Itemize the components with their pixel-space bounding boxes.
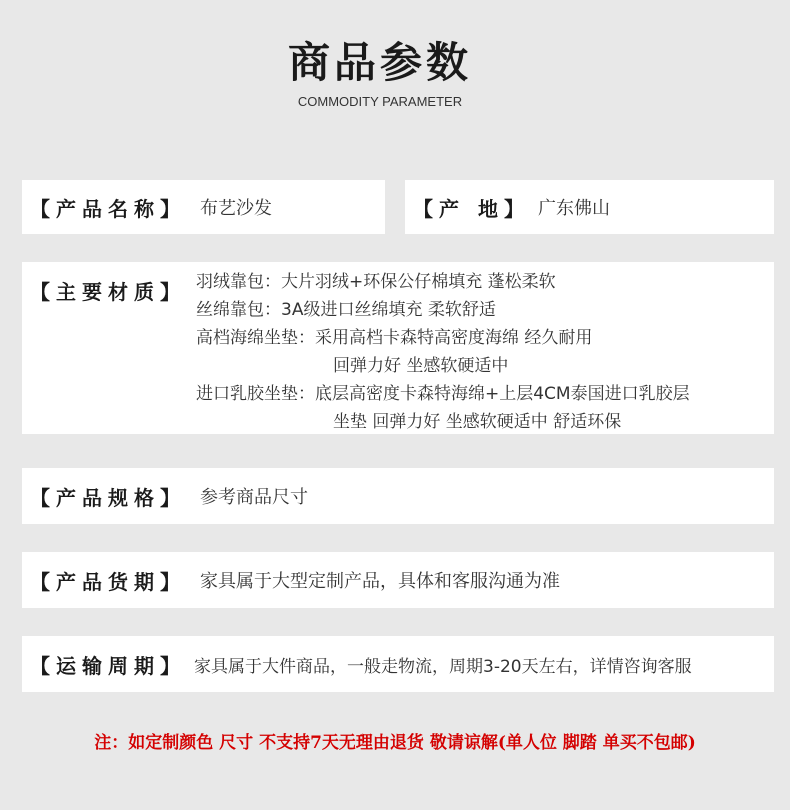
product-name-row xyxy=(22,180,385,234)
spec-row xyxy=(22,468,774,524)
delivery-row xyxy=(22,552,774,608)
materials-row xyxy=(22,262,774,434)
product-name-value: 布艺沙发 xyxy=(200,198,272,219)
shipping-row xyxy=(22,636,774,692)
page-title: 商品参数 xyxy=(287,38,472,87)
page-subtitle: COMMODITY PARAMETER xyxy=(297,94,463,109)
origin-label: 【产 地】 xyxy=(413,196,530,221)
material-line: 进口乳胶坐垫：底层高密度卡森特海绵+上层4CM泰国进口乳胶层 xyxy=(196,384,690,404)
delivery-value: 家具属于大型定制产品，具体和客服沟通为准 xyxy=(200,571,560,592)
material-line: 丝绵靠包：3A级进口丝绵填充 柔软舒适 xyxy=(196,300,496,320)
material-line: 高档海绵坐垫：采用高档卡森特高密度海绵 经久耐用 xyxy=(196,328,593,348)
materials-label: 【主要材质】 xyxy=(30,280,186,304)
material-line: 坐垫 回弹力好 坐感软硬适中 舒适环保 xyxy=(333,412,622,432)
product-name-label: 【产品名称】 xyxy=(30,196,186,221)
origin-value: 广东佛山 xyxy=(537,198,610,219)
delivery-label: 【产品货期】 xyxy=(30,569,186,594)
material-line: 回弹力好 坐感软硬适中 xyxy=(333,356,509,376)
shipping-label: 【运输周期】 xyxy=(30,653,186,678)
material-line: 羽绒靠包：大片羽绒+环保公仔棉填充 蓬松柔软 xyxy=(196,272,556,292)
materials-list xyxy=(196,268,690,436)
shipping-value: 家具属于大件商品，一般走物流，周期3-20天左右，详情咨询客服 xyxy=(194,656,692,677)
spec-label: 【产品规格】 xyxy=(30,485,186,510)
spec-value: 参考商品尺寸 xyxy=(200,487,308,508)
notice-text: 注：如定制颜色 尺寸 不支持7天无理由退货 敬请谅解(单人位 脚踏 单买不包邮) xyxy=(94,733,696,753)
origin-row xyxy=(405,180,774,234)
